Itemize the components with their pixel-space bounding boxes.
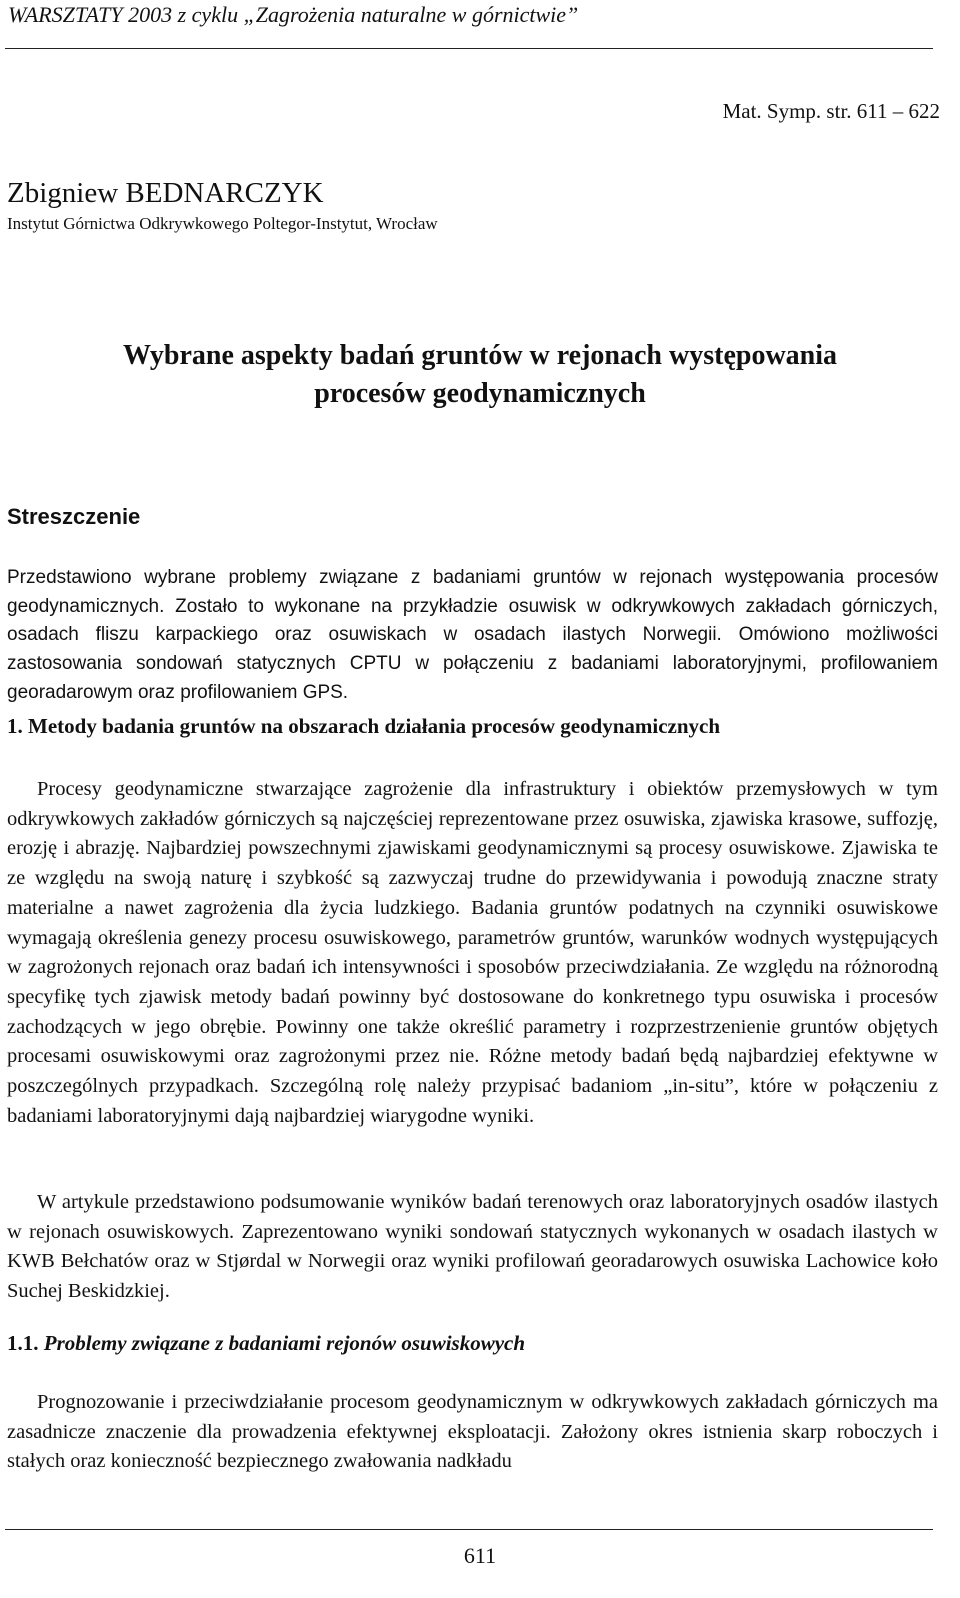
- body-paragraph-2: W artykule przedstawiono podsumowanie wyników badań terenowych oraz laboratoryjnych osadów ilastych w rejonach osuwiskowych. Zaprezentowano wyniki sondowań statycznych wykonanych w osadach ilastych w KWB Bełchatów oraz w Stjørdal w Norwegii oraz wyniki profilowań georadarowych osuwiska Lachowice koło Suchej Beskidzkiej.: [7, 1191, 938, 1303]
- page-number: 611: [463, 1543, 497, 1568]
- subsection-number: 1.1.: [7, 1331, 39, 1355]
- page-reference: Mat. Symp. str. 611 – 622: [722, 99, 940, 123]
- subsection-title: Problemy związane z badaniami rejonów osuwiskowych: [43, 1331, 526, 1355]
- author-affiliation: Instytut Górnictwa Odkrywkowego Poltegor-Instytut, Wrocław: [7, 214, 438, 233]
- abstract-text: Przedstawiono wybrane problemy związane z badaniami gruntów w rejonach występowania procesów geodynamicznych. Zostało to wykonane na przykładzie osuwisk w odkrywkowych zakładach górniczych, osadach fliszu karpackiego oraz osuwiskach w osadach ilastych Norwegii. Omówiono możliwości zastosowania sondowań statycznych CPTU w połączeniu z badaniami laboratoryjnymi, profilowaniem georadarowym oraz profilowaniem GPS.: [7, 567, 938, 703]
- abstract-heading: Streszczenie: [7, 504, 141, 529]
- subsection-heading: [7, 1331, 525, 1356]
- paper-title-line-2: procesów geodynamicznych: [314, 378, 646, 409]
- body-paragraph-1: Procesy geodynamiczne stwarzające zagrożenie dla infrastruktury i obiektów przemysłowych w tym odkrywkowych zakładów górniczych są najczęściej reprezentowane przez osuwiska, zjawiska krasowe, suffozję, erozję i abrazję. Najbardziej powszechnymi zjawiskami geodynamicznymi są procesy osuwiskowe. Zjawiska te ze względu na swoją naturę i szybkość są zazwyczaj trudne do przewidywania i powodują znaczne straty materialne a nawet zagrożenia dla życia ludzkiego. Badania gruntów podatnych na czynniki osuwiskowe wymagają określenia genezy procesu osuwiskowego, parametrów gruntów, warunków wodnych występujących w zagrożonych rejonach oraz badań ich intensywności i sposobów przeciwdziałania. Ze względu na różnorodną specyfikę tych zjawisk metody badań powinny być dostosowane do konkretnego typu osuwiska i procesów zachodzących w jego obrębie. Powinny one także określić parametry i rozprzestrzenienie gruntów objętych procesami osuwiskowymi oraz zagrożonymi przez nie. Różne metody badań będą najbardziej efektywne w poszczególnych przypadkach. Szczególną rolę należy przypisać badaniom „in-situ”, które w połączeniu z badaniami laboratoryjnymi dają najbardziej wiarygodne wyniki.: [7, 778, 938, 1127]
- author-name: Zbigniew BEDNARCZYK: [7, 177, 324, 209]
- body-paragraph-3: Prognozowanie i przeciwdziałanie procesom geodynamicznym w odkrywkowych zakładach górniczych ma zasadnicze znaczenie dla prowadzenia efektywnej eksploatacji. Założony okres istnienia skarp roboczych i stałych oraz konieczność bezpiecznego zwałowania nadkładu: [7, 1391, 938, 1473]
- paper-title-line-1: Wybrane aspekty badań gruntów w rejonach występowania: [122, 340, 838, 371]
- running-head: WARSZTATY 2003 z cyklu „Zagrożenia naturalne w górnictwie”: [8, 2, 579, 27]
- paper-title: [0, 337, 960, 413]
- footer-rule: [5, 1529, 933, 1530]
- section-heading: 1. Metody badania gruntów na obszarach działania procesów geodynamicznych: [7, 714, 721, 738]
- header-rule: [5, 48, 933, 49]
